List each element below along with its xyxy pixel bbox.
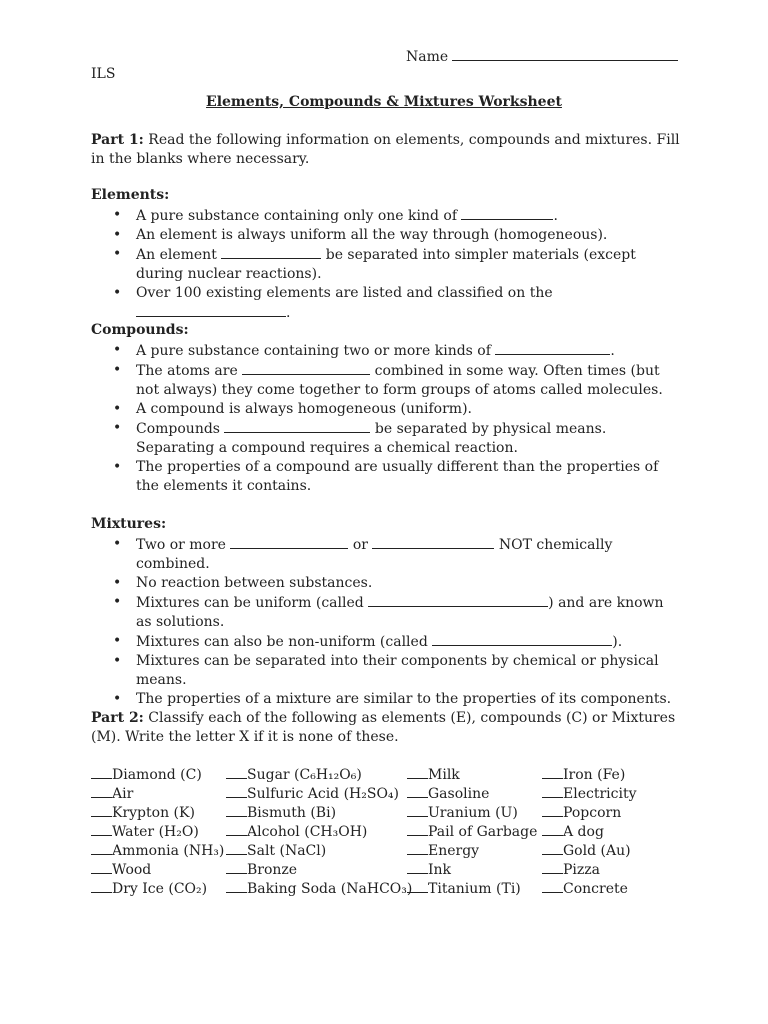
part2-instructions	[91, 709, 681, 747]
grid-item: Sugar (C₆H₁₂O₆)	[226, 765, 412, 784]
grid-item: Bronze	[226, 860, 412, 879]
list-item: • The atoms are combined in some way. Often times (but not always) they come together to form groups of atoms called molecules.	[91, 361, 681, 400]
fill-blank[interactable]	[432, 632, 612, 646]
grid-column-2	[226, 765, 412, 898]
mixtures-heading: Mixtures:	[91, 516, 167, 532]
grid-item: Gasoline	[407, 784, 537, 803]
fill-blank[interactable]	[136, 303, 286, 317]
answer-blank[interactable]	[542, 879, 563, 893]
answer-blank[interactable]	[226, 822, 247, 836]
grid-item: Alcohol (CH₃OH)	[226, 822, 412, 841]
answer-blank[interactable]	[226, 841, 247, 855]
answer-blank[interactable]	[91, 860, 112, 874]
answer-blank[interactable]	[542, 841, 563, 855]
answer-blank[interactable]	[407, 860, 428, 874]
grid-item: Sulfuric Acid (H₂SO₄)	[226, 784, 412, 803]
mixtures-list	[91, 535, 681, 709]
grid-item: Air	[91, 784, 224, 803]
grid-column-4	[542, 765, 636, 898]
list-item: • Mixtures can also be non-uniform (called ).	[91, 632, 681, 652]
grid-item: Titanium (Ti)	[407, 879, 537, 898]
answer-blank[interactable]	[542, 860, 563, 874]
grid-item: Salt (NaCl)	[226, 841, 412, 860]
part1-text: Read the following information on elements, compounds and mixtures. Fill in the blanks where necessary.	[91, 132, 680, 167]
list-item: • Two or more or NOT chemically combined.	[91, 535, 681, 574]
answer-blank[interactable]	[91, 841, 112, 855]
worksheet-title: Elements, Compounds & Mixtures Worksheet	[206, 94, 562, 110]
name-blank[interactable]	[452, 46, 678, 61]
list-item: • An element be separated into simpler materials (except during nuclear reactions).	[91, 245, 681, 284]
answer-blank[interactable]	[91, 784, 112, 798]
grid-column-3	[407, 765, 537, 898]
grid-item: Ink	[407, 860, 537, 879]
list-item: • An element is always uniform all the way through (homogeneous).	[91, 226, 681, 245]
name-field-row	[406, 46, 678, 65]
answer-blank[interactable]	[542, 803, 563, 817]
grid-item: Wood	[91, 860, 224, 879]
list-item: • The properties of a mixture are similar to the properties of its components.	[91, 690, 681, 709]
elements-heading: Elements:	[91, 187, 170, 203]
answer-blank[interactable]	[407, 879, 428, 893]
part1-instructions	[91, 131, 681, 169]
grid-item: Diamond (C)	[91, 765, 224, 784]
answer-blank[interactable]	[226, 879, 247, 893]
list-item: • Mixtures can be uniform (called ) and are known as solutions.	[91, 593, 681, 632]
fill-blank[interactable]	[372, 535, 494, 549]
grid-item: Pail of Garbage	[407, 822, 537, 841]
grid-item: Gold (Au)	[542, 841, 636, 860]
answer-blank[interactable]	[91, 879, 112, 893]
grid-item: Water (H₂O)	[91, 822, 224, 841]
name-label: Name	[406, 49, 449, 65]
fill-blank[interactable]	[461, 206, 553, 220]
answer-blank[interactable]	[91, 803, 112, 817]
answer-blank[interactable]	[226, 765, 247, 779]
fill-blank[interactable]	[368, 593, 548, 607]
answer-blank[interactable]	[542, 822, 563, 836]
fill-blank[interactable]	[230, 535, 348, 549]
answer-blank[interactable]	[542, 765, 563, 779]
grid-item: Dry Ice (CO₂)	[91, 879, 224, 898]
grid-item: Popcorn	[542, 803, 636, 822]
grid-item: A dog	[542, 822, 636, 841]
grid-item: Iron (Fe)	[542, 765, 636, 784]
answer-blank[interactable]	[407, 784, 428, 798]
part2-label: Part 2:	[91, 710, 144, 726]
list-item: • A compound is always homogeneous (uniform).	[91, 400, 681, 419]
answer-blank[interactable]	[91, 822, 112, 836]
answer-blank[interactable]	[226, 803, 247, 817]
fill-blank[interactable]	[242, 361, 370, 375]
answer-blank[interactable]	[226, 784, 247, 798]
grid-item: Ammonia (NH₃)	[91, 841, 224, 860]
answer-blank[interactable]	[91, 765, 112, 779]
compounds-heading: Compounds:	[91, 322, 189, 338]
list-item: • Compounds be separated by physical means. Separating a compound requires a chemical reaction.	[91, 419, 681, 458]
fill-blank[interactable]	[224, 419, 370, 433]
grid-item: Pizza	[542, 860, 636, 879]
list-item: • No reaction between substances.	[91, 574, 681, 593]
answer-blank[interactable]	[542, 784, 563, 798]
part1-label: Part 1:	[91, 132, 144, 148]
answer-blank[interactable]	[226, 860, 247, 874]
answer-blank[interactable]	[407, 841, 428, 855]
list-item: • The properties of a compound are usually different than the properties of the elements it contains.	[91, 458, 681, 496]
grid-item: Concrete	[542, 879, 636, 898]
answer-blank[interactable]	[407, 765, 428, 779]
answer-blank[interactable]	[407, 803, 428, 817]
grid-item: Bismuth (Bi)	[226, 803, 412, 822]
list-item: • A pure substance containing two or more kinds of .	[91, 341, 681, 361]
list-item: • Mixtures can be separated into their components by chemical or physical means.	[91, 652, 681, 690]
list-item: • A pure substance containing only one kind of .	[91, 206, 681, 226]
list-item: • Over 100 existing elements are listed and classified on the .	[91, 284, 681, 323]
grid-column-1	[91, 765, 224, 898]
grid-item: Uranium (U)	[407, 803, 537, 822]
part2-text: Classify each of the following as elements (E), compounds (C) or Mixtures (M). Write the letter X if it is none of these.	[91, 710, 676, 745]
fill-blank[interactable]	[495, 341, 610, 355]
grid-item: Baking Soda (NaHCO₃)	[226, 879, 412, 898]
answer-blank[interactable]	[407, 822, 428, 836]
class-label: ILS	[91, 66, 116, 82]
grid-item: Electricity	[542, 784, 636, 803]
fill-blank[interactable]	[221, 245, 321, 259]
grid-item: Krypton (K)	[91, 803, 224, 822]
grid-item: Energy	[407, 841, 537, 860]
elements-list	[91, 206, 681, 323]
compounds-list	[91, 341, 681, 496]
grid-item: Milk	[407, 765, 537, 784]
